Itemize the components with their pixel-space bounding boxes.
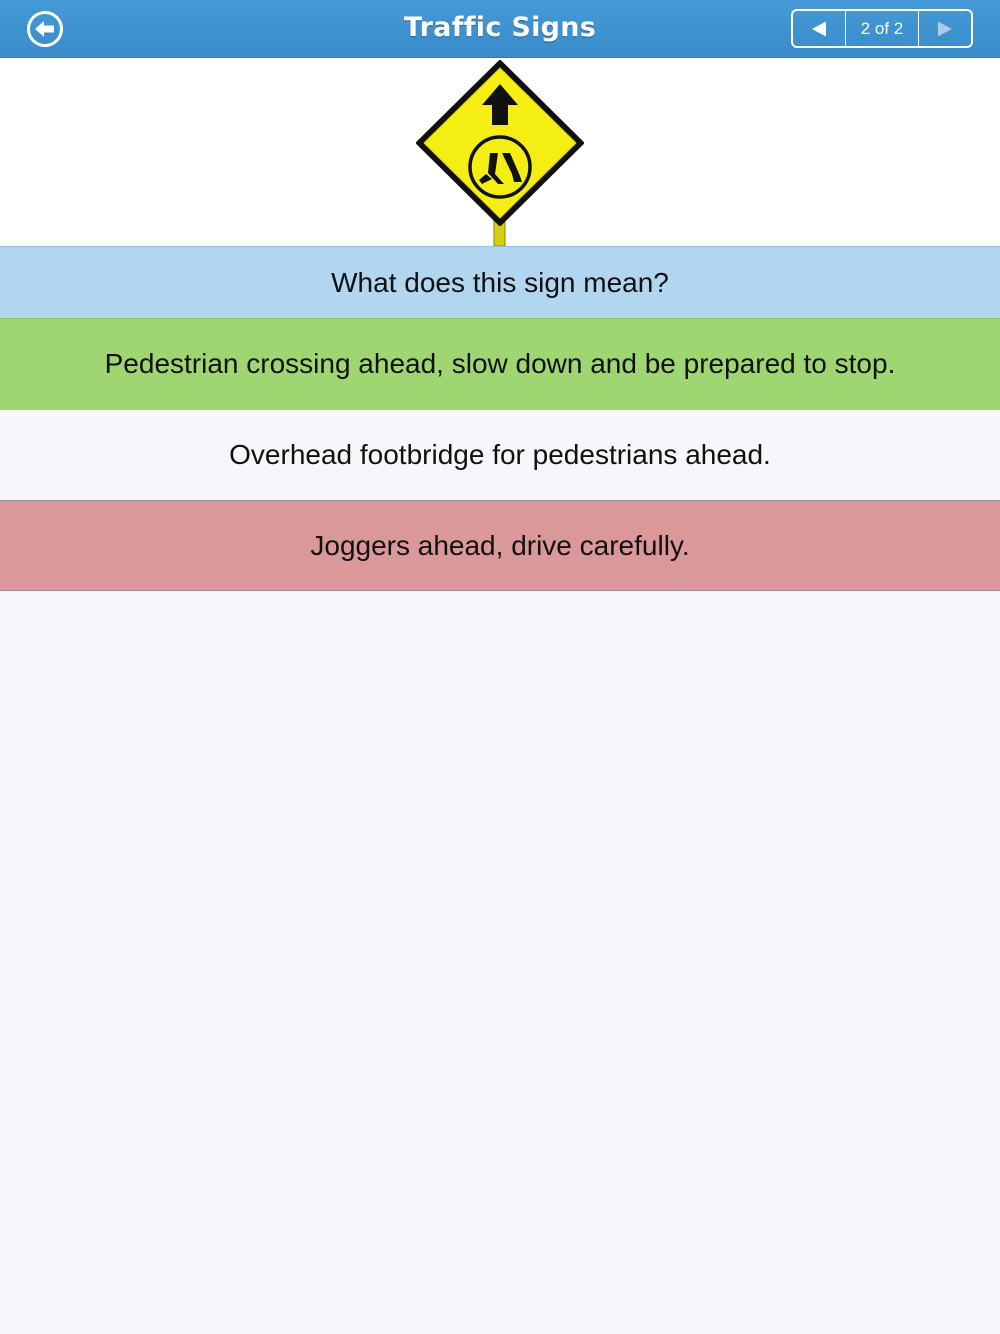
- page-title: Traffic Signs: [403, 12, 597, 43]
- pedestrian-crossing-sign-icon: [412, 58, 588, 246]
- page-counter: 2 of 2: [845, 11, 919, 46]
- back-arrow-circle-icon: [26, 10, 64, 48]
- sign-image-area: [0, 58, 1000, 246]
- answer-option-neutral[interactable]: Overhead footbridge for pedestrians ahead.: [0, 409, 1000, 500]
- previous-button[interactable]: [793, 11, 845, 46]
- pager: [791, 9, 973, 48]
- top-bar: [0, 0, 1000, 58]
- answer-option-wrong[interactable]: Joggers ahead, drive carefully.: [0, 500, 1000, 591]
- next-button[interactable]: [919, 11, 971, 46]
- answer-option-correct[interactable]: Pedestrian crossing ahead, slow down and be prepared to stop.: [0, 318, 1000, 409]
- triangle-right-icon: [935, 20, 955, 38]
- back-button[interactable]: [26, 10, 64, 48]
- question-text: What does this sign mean?: [0, 246, 1000, 318]
- triangle-left-icon: [809, 20, 829, 38]
